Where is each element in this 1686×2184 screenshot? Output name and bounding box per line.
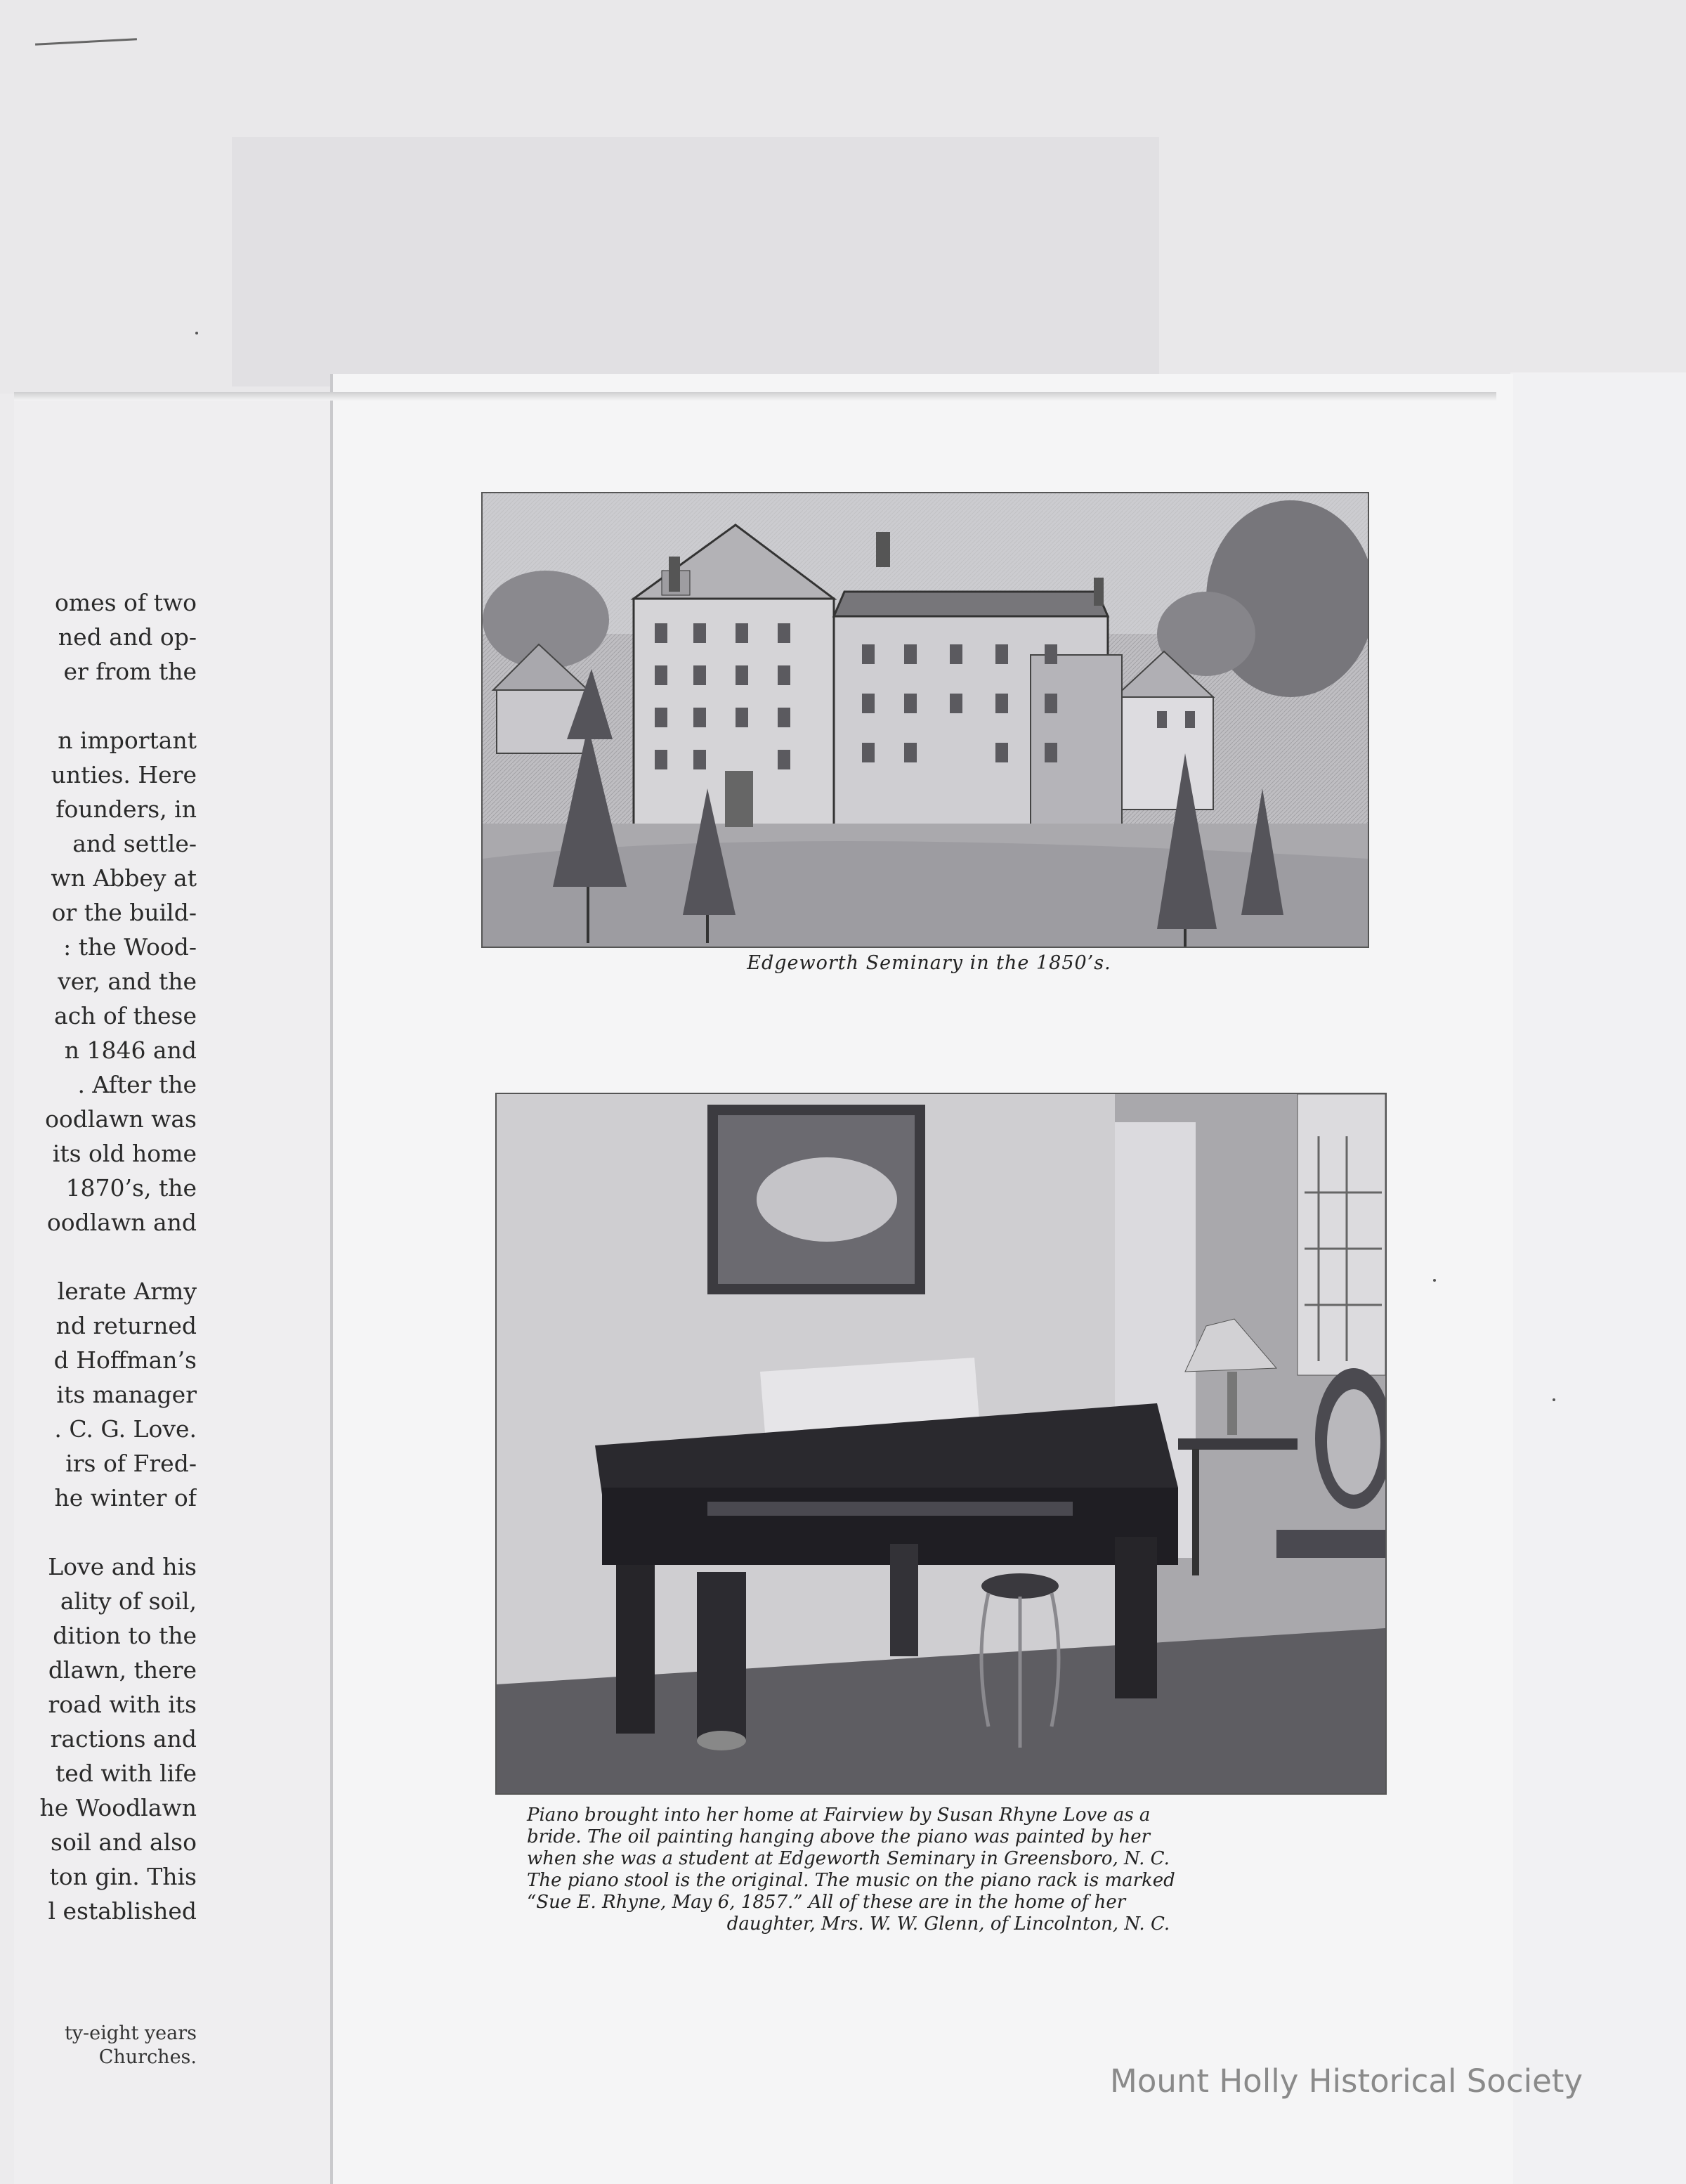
scan-speck: [1433, 1279, 1436, 1282]
left-text-line: lerate Army: [57, 1278, 197, 1305]
edgeworth-seminary-engraving: [481, 492, 1369, 948]
left-text-line: unties. Here: [51, 761, 197, 788]
caption-line: Piano brought into her home at Fairview by Susan Rhyne Love as a: [527, 1805, 1151, 1826]
footnote-line: Churches.: [98, 2046, 197, 2068]
caption-line: daughter, Mrs. W. W. Glenn, of Lincolnton, N. C.: [726, 1913, 1170, 1935]
left-text-line: . C. G. Love.: [54, 1415, 197, 1443]
left-text-line: 1870’s, the: [65, 1174, 197, 1202]
left-text-line: d Hoffman’s: [53, 1346, 197, 1374]
left-text-line: road with its: [48, 1691, 197, 1718]
left-text-line: oodlawn and: [46, 1209, 197, 1236]
left-text-line: [14, 1240, 197, 1274]
left-page-footnote: [14, 2022, 197, 2069]
left-text-line: its old home: [52, 1140, 197, 1167]
left-text-line: ach of these: [54, 1002, 197, 1029]
left-text-line: [14, 1515, 197, 1549]
left-text-line: wn Abbey at: [51, 864, 197, 892]
piano-room-photo: [497, 1094, 1385, 1793]
caption-line: The piano stool is the original. The music on the piano rack is marked: [527, 1870, 1175, 1891]
figure1-caption: Edgeworth Seminary in the 1850’s.: [747, 952, 1111, 974]
left-text-line: and settle-: [72, 830, 197, 857]
left-text-line: Love and his: [48, 1553, 197, 1580]
left-text-line: dition to the: [53, 1622, 197, 1649]
scan-speck: [1553, 1398, 1555, 1401]
left-text-line: dlawn, there: [48, 1656, 197, 1684]
left-text-line: ractions and: [50, 1725, 197, 1753]
left-text-line: [14, 689, 197, 723]
left-text-line: omes of two: [54, 589, 197, 616]
left-text-line: soil and also: [51, 1828, 197, 1856]
caption-line: bride. The oil painting hanging above the piano was painted by her: [527, 1826, 1151, 1847]
left-text-line: its manager: [56, 1381, 197, 1408]
left-text-line: n 1846 and: [64, 1036, 197, 1064]
piano-photograph: [495, 1093, 1387, 1795]
left-text-line: l established: [48, 1897, 197, 1925]
left-text-line: ton gin. This: [49, 1863, 197, 1890]
left-text-line: or the build-: [51, 899, 197, 926]
scan-speck: [195, 332, 198, 334]
caption-line: when she was a student at Edgeworth Seminary in Greensboro, N. C.: [527, 1848, 1170, 1869]
page-fold: [14, 392, 1496, 401]
left-text-line: nd returned: [55, 1312, 197, 1339]
left-text-line: er from the: [63, 658, 197, 685]
left-text-line: oodlawn was: [45, 1105, 197, 1133]
left-text-line: ted with life: [55, 1760, 197, 1787]
left-text-line: n important: [58, 727, 197, 754]
seminary-drawing: [483, 493, 1368, 947]
left-text-line: : the Wood-: [63, 933, 197, 961]
footnote-line: ty-eight years: [64, 2022, 197, 2044]
left-text-line: ver, and the: [58, 968, 197, 995]
left-text-line: . After the: [77, 1071, 197, 1098]
watermark: Mount Holly Historical Society: [1110, 2062, 1583, 2100]
figure2-caption: [527, 1805, 1370, 1935]
left-text-line: founders, in: [55, 795, 197, 823]
left-page-text-column: [14, 585, 197, 1928]
left-text-line: irs of Fred-: [65, 1450, 197, 1477]
left-text-line: he winter of: [54, 1484, 197, 1512]
left-text-line: he Woodlawn: [39, 1794, 197, 1821]
caption-line: “Sue E. Rhyne, May 6, 1857.” All of these are in the home of her: [527, 1892, 1126, 1913]
left-text-line: ned and op-: [58, 623, 197, 651]
left-text-line: ality of soil,: [60, 1587, 197, 1615]
scanner-shadow-block: [232, 137, 1159, 386]
page-edge-shadow: [1510, 372, 1686, 2184]
